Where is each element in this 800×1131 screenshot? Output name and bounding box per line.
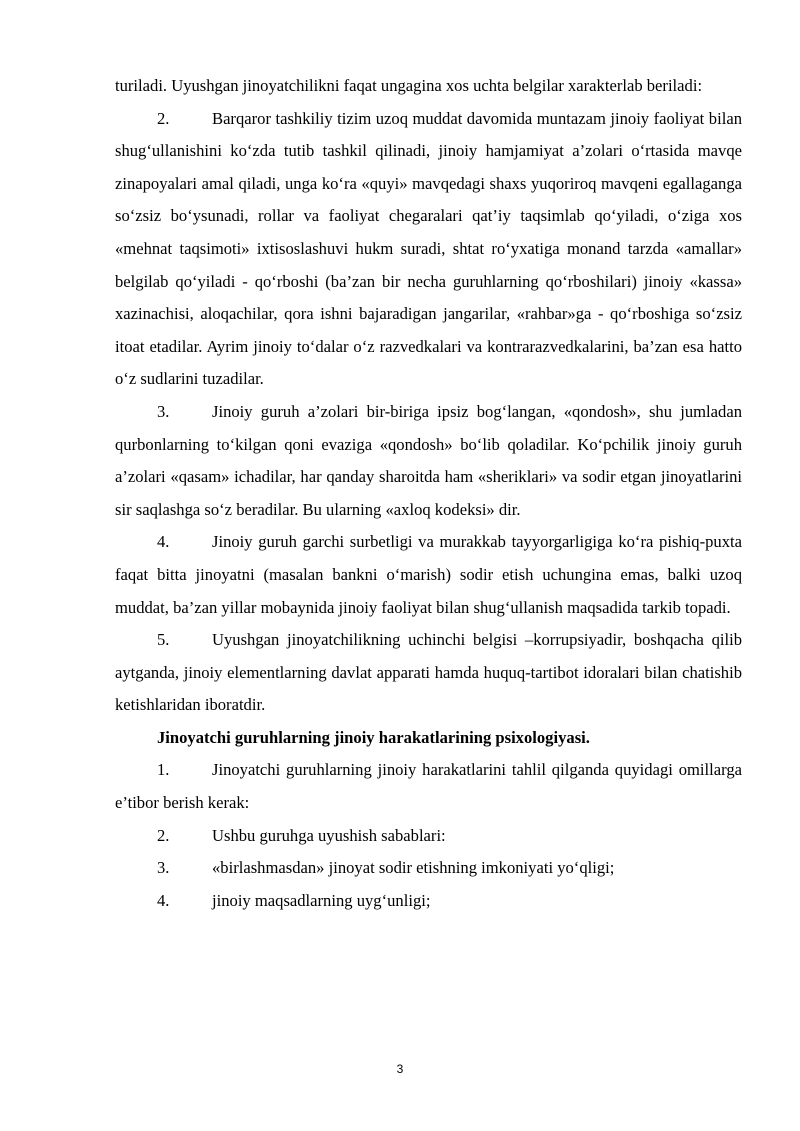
list-item-number: 3. (157, 401, 170, 421)
list-item (115, 885, 742, 918)
page-number: 3 (396, 1062, 404, 1076)
list-item-text: Jinoiy guruh garchi surbetligi va murakkab tayyorgarligiga ko‘ra pishiq-puxta faqat bitta jinoyatni (masalan bankni o‘marish) sodir etish uchungina emas, balki uzoq muddat, ba’zan yillar mobaynida jinoiy faoliyat bilan shug‘ullanish maqsadida tarkib topadi. (115, 532, 742, 617)
list-item (115, 624, 742, 722)
list-item-number: 2. (157, 108, 170, 128)
section-heading: Jinoyatchi guruhlarning jinoiy harakatlarining psixologiyasi. (157, 727, 590, 747)
list-item (115, 396, 742, 526)
list-item-number: 4. (157, 532, 170, 552)
list-item-text: Ushbu guruhga uyushish sabablari: (212, 825, 446, 845)
list-item-text: Jinoyatchi guruhlarning jinoiy harakatlarini tahlil qilganda quyidagi omillarga e’tibor berish kerak: (115, 760, 742, 813)
list-item-text: «birlashmasdan» jinoyat sodir etishning imkoniyati yo‘qligi; (212, 858, 615, 878)
list-item-number: 4. (157, 890, 170, 910)
list-item-number: 1. (157, 760, 170, 780)
intro-paragraph: turiladi. Uyushgan jinoyatchilikni faqat ungagina xos uchta belgilar xarakterlab beriladi: (115, 76, 703, 95)
list-item-number: 5. (157, 630, 170, 650)
list-item (115, 852, 742, 885)
document-page (115, 70, 742, 917)
list-item-text: Jinoiy guruh a’zolari bir-biriga ipsiz bog‘langan, «qondosh», shu jumladan qurbonlarning to‘kilgan qoni evaziga «qondosh» bo‘lib qoladilar. Ko‘pchilik jinoiy guruh a’zolari «qasam» ichadilar, har qanday sharoitda ham «sheriklari» va sodir etgan jinoyatlarini sir saqlashga so‘z beradilar. Bu ularning «axloq kodeksi» dir. (115, 401, 742, 519)
list-item (115, 820, 742, 853)
list-item (115, 526, 742, 624)
list-item (115, 754, 742, 819)
list-item-number: 3. (157, 858, 170, 878)
list-item-number: 2. (157, 825, 170, 845)
list-item-text: Uyushgan jinoyatchilikning uchinchi belgisi –korrupsiyadir, boshqacha qilib aytganda, jinoiy elementlarning davlat apparati hamda huquq-tartibot idoralari bilan chatishib ketishlaridan iboratdir. (115, 630, 742, 715)
list-item (115, 103, 742, 396)
list-item-text: Barqaror tashkiliy tizim uzoq muddat davomida muntazam jinoiy faoliyat bilan shug‘ullanishini ko‘zda tutib tashkil qilinadi, jinoiy hamjamiyat a’zolari o‘rtasida mavqe zinapoyalari amal qiladi, unga ko‘ra «quyi» mavqedagi shaxs yuqoriroq mavqeni egallaganga so‘zsiz bo‘ysunadi, rollar va faoliyat chegaralari qat’iy taqsimlab qo‘yiladi, o‘ziga xos «mehnat taqsimoti» ixtisoslashuvi hukm suradi, shtat ro‘yxatiga monand tarzda «amallar» belgilab qo‘yiladi - qo‘rboshi (ba’zan bir necha guruhlarning qo‘rboshilari) jinoiy «kassa» xazinachisi, aloqachilar, qora ishni bajaradigan jangarilar, «rahbar»ga - qo‘rboshiga so‘zsiz itoat etadilar. Ayrim jinoiy to‘dalar o‘z razvedkalari va kontrarazvedkalarini, ba’zan esa hatto o‘z sudlarini tuzadilar. (115, 108, 742, 389)
list-item-text: jinoiy maqsadlarning uyg‘unligi; (212, 890, 431, 910)
